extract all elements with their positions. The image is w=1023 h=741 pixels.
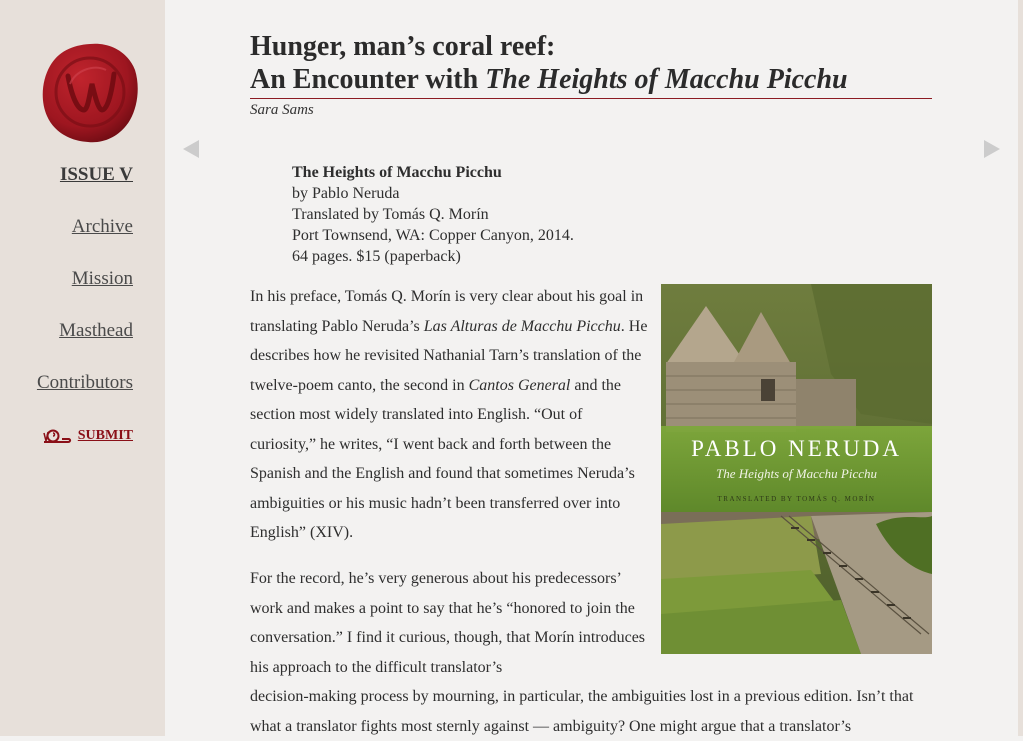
previous-arrow-icon[interactable]: [183, 140, 199, 158]
nav-archive[interactable]: Archive: [71, 216, 133, 237]
cover-title: The Heights of Macchu Picchu: [715, 466, 878, 481]
article-title: [250, 30, 932, 99]
submit-link[interactable]: [42, 427, 133, 445]
nav-masthead[interactable]: Masthead: [59, 320, 133, 341]
article-author: Sara Sams: [250, 102, 314, 118]
title-line-2-italic: The Heights of Macchu Picchu: [485, 64, 848, 95]
book-author: by Pablo Neruda: [292, 185, 400, 202]
p1-text-a: In his preface, Tomás Q. Morín is very clear about his goal in translating Pablo Neruda’s: [250, 288, 644, 335]
snail-icon: [42, 427, 72, 445]
book-info: [292, 162, 574, 267]
submit-label: SUBMIT: [77, 428, 133, 443]
sidebar: [0, 0, 165, 736]
nav-mission[interactable]: Mission: [71, 268, 133, 289]
book-pages-price: 64 pages. $15 (paperback): [292, 248, 461, 265]
cover-author: PABLO NERUDA: [691, 436, 902, 461]
book-translator: Translated by Tomás Q. Morín: [292, 206, 489, 223]
wax-seal-logo[interactable]: [40, 40, 140, 146]
next-arrow-icon[interactable]: [984, 140, 1000, 158]
paragraph-1: [250, 282, 650, 548]
paragraph-2-continued: decision-making process by mourning, in particular, the ambiguities lost in a previous edition. Isn’t that what a translator fights most sternly against — ambiguity? One might argue that a translator’s: [250, 688, 914, 735]
paragraph-2: For the record, he’s very generous about his predecessors’ work and makes a point to say that he’s “honored to join the conversation.” I find it curious, though, that Morín introduces his approach to the difficult translator’s: [250, 570, 646, 676]
nav-contributors[interactable]: Contributors: [36, 372, 133, 393]
cover-translator: TRANSLATED BY TOMÁS Q. MORÍN: [717, 495, 876, 503]
p1-italic-title: Las Alturas de Macchu Picchu: [423, 317, 621, 335]
nav-issue-v[interactable]: ISSUE V: [59, 164, 133, 185]
book-cover-image: [661, 284, 932, 654]
title-line-1: Hunger, man’s coral reef:: [250, 31, 556, 62]
book-publisher: Port Townsend, WA: Copper Canyon, 2014.: [292, 227, 574, 244]
book-title: The Heights of Macchu Picchu: [292, 164, 502, 181]
title-line-2-prefix: An Encounter with: [250, 64, 486, 95]
right-edge-strip: [1018, 0, 1023, 736]
p1-text-b: . He describes how he revisited Nathanial Tarn’s translation of the twelve-poem canto, the second in: [250, 317, 648, 394]
p1-italic-cantos: Cantos General: [468, 376, 571, 394]
p1-text-c: and the section most widely translated into English. “Out of curiosity,” he writes, “I went back and forth between the Spanish and the English and found that sometimes Neruda’s ambiguities or his music hadn’t been transferred over into English” (XIV).: [250, 376, 635, 541]
